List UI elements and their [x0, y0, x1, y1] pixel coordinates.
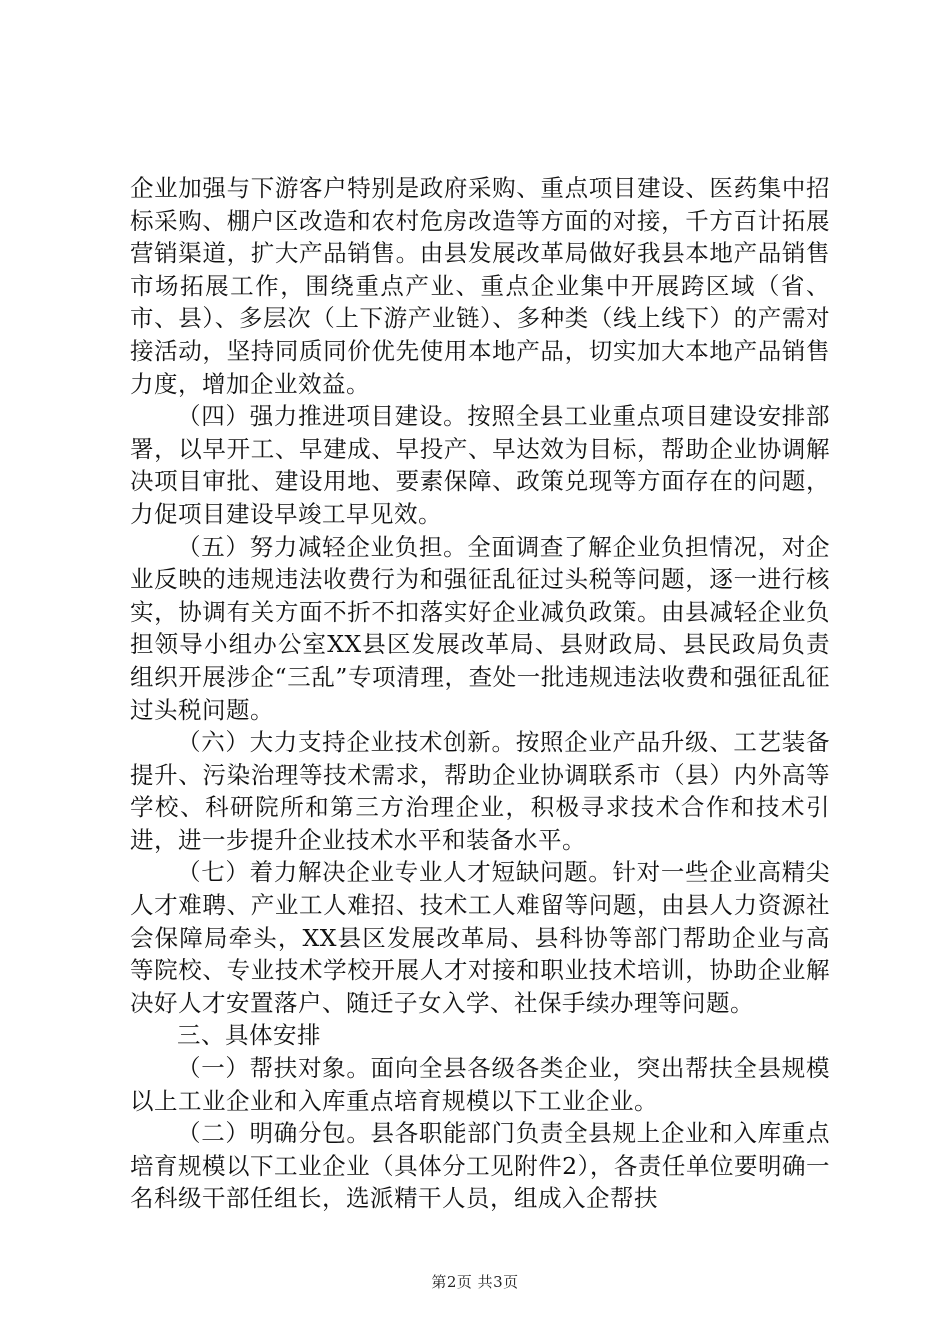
page-number-footer: 第2页 共3页 — [431, 1273, 519, 1291]
paragraph-section-4: （四）强力推进项目建设。按照全县工业重点项目建设安排部署，以早开工、早建成、早投产、早达效为目标，帮助企业协调解决项目审批、建设用地、要素保障、政策兑现等方面存在的问题，力促项目建设早竣工早见效。 — [130, 402, 830, 528]
section-heading-specific-arrangements: 三、具体安排 — [177, 1021, 321, 1050]
paragraph-continued: 企业加强与下游客户特别是政府采购、重点项目建设、医药集中招标采购、棚户区改造和农村危房改造等方面的对接，千方百计拓展营销渠道，扩大产品销售。由县发展改革局做好我县本地产品销售市场拓展工作，围绕重点产业、重点企业集中开展跨区域（省、市、县）、多层次（上下游产业链）、多种类（线上线下）的产需对接活动，坚持同质同价优先使用本地产品，切实加大本地产品销售力度，增加企业效益。 — [130, 174, 830, 398]
document-body — [130, 172, 830, 1215]
paragraph-section-5: （五）努力减轻企业负担。全面调查了解企业负担情况，对企业反映的违规违法收费行为和强征乱征过头税等问题，逐一进行核实，协调有关方面不折不扣落实好企业减负政策。由县减轻企业负担领导小组办公室XX县区发展改革局、县财政局、县民政局负责组织开展涉企“三乱”专项清理，查处一批违规违法收费和强征乱征过头税问题。 — [130, 532, 830, 724]
paragraph-section-7: （七）着力解决企业专业人才短缺问题。针对一些企业高精尖人才难聘、产业工人难招、技术工人难留等问题，由县人力资源社会保障局牵头，XX县区发展改革局、县科协等部门帮助企业与高等院校、专业技术学校开展人才对接和职业技术培训，协助企业解决好人才安置落户、随迁子女入学、社保手续办理等问题。 — [130, 858, 830, 1017]
paragraph-arrangement-1: （一）帮扶对象。面向全县各级各类企业，突出帮扶全县规模以上工业企业和入库重点培育规模以下工业企业。 — [130, 1054, 830, 1115]
paragraph-arrangement-2: （二）明确分包。县各职能部门负责全县规上企业和入库重点培育规模以下工业企业（具体分工见附件2），各责任单位要明确一名科级干部任组长，选派精干人员，组成入企帮扶 — [130, 1119, 830, 1213]
paragraph-section-6: （六）大力支持企业技术创新。按照企业产品升级、工艺装备提升、污染治理等技术需求，帮助企业协调联系市（县）内外高等学校、科研院所和第三方治理企业，积极寻求技术合作和技术引进，进一步提升企业技术水平和装备水平。 — [130, 728, 830, 854]
